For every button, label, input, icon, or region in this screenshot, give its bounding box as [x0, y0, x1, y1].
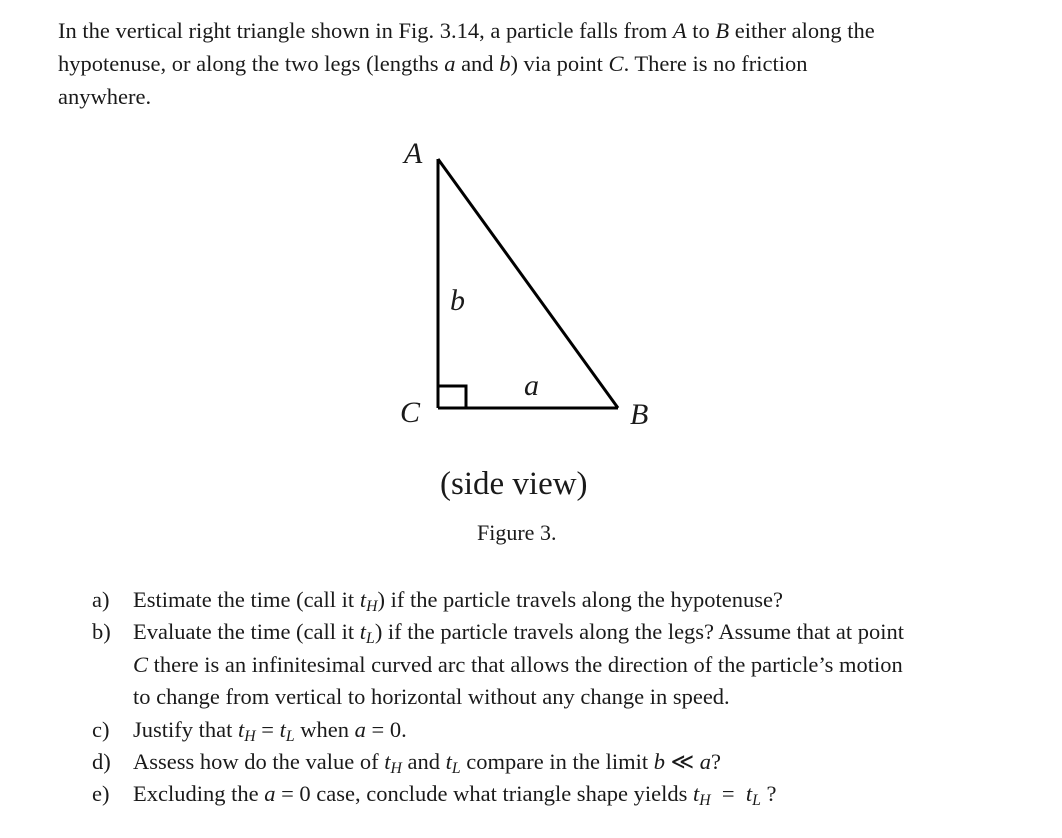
label-point-b: B	[630, 398, 649, 431]
question-text: to change from vertical to horizontal without any change in speed.	[133, 684, 730, 710]
problem-statement	[58, 14, 1018, 113]
question-text: C there is an infinitesimal curved arc that allows the direction of the particle’s motion	[133, 651, 903, 677]
question-text: Assess how do the value of $t_H$ and $t_L$ compare in the limit b ≪ a?	[133, 749, 722, 777]
question-c	[92, 714, 1012, 746]
question-list	[92, 584, 1012, 811]
triangle-figure	[380, 132, 680, 452]
side-view-caption: (side view)	[440, 466, 588, 502]
question-label: a)	[92, 587, 110, 612]
label-point-a: A	[404, 137, 423, 170]
question-e	[92, 778, 1012, 810]
question-text: Excluding the a = 0 case, conclude what triangle shape yields $t_H = t_L$ ?	[133, 781, 777, 810]
intro-line-1: In the vertical right triangle shown in Fig. 3.14, a particle falls from A to B either along the	[58, 18, 875, 43]
question-label: e)	[92, 781, 110, 807]
label-leg-b: b	[450, 284, 465, 317]
question-b	[92, 616, 1012, 713]
question-d	[92, 746, 1012, 778]
question-text: Evaluate the time (call it $t_L$) if the particle travels along the legs? Assume that at point	[133, 619, 905, 648]
question-label: c)	[92, 716, 110, 742]
triangle-diagram	[380, 132, 680, 452]
right-angle-marker	[438, 386, 466, 408]
label-leg-a: a	[524, 369, 539, 402]
figure-caption: Figure 3.	[477, 520, 557, 545]
question-text: Justify that $t_H = t_L$ when a = 0.	[133, 716, 407, 745]
label-point-c: C	[400, 396, 421, 429]
question-label: b)	[92, 619, 111, 645]
intro-line-2: hypotenuse, or along the two legs (lengths a and b) via point C. There is no friction	[58, 51, 808, 76]
question-label: d)	[92, 749, 111, 775]
question-text: Estimate the time (call it $t_H$) if the particle travels along the hypotenuse?	[133, 587, 783, 615]
intro-line-3: anywhere.	[58, 84, 152, 109]
question-a	[92, 584, 1012, 616]
